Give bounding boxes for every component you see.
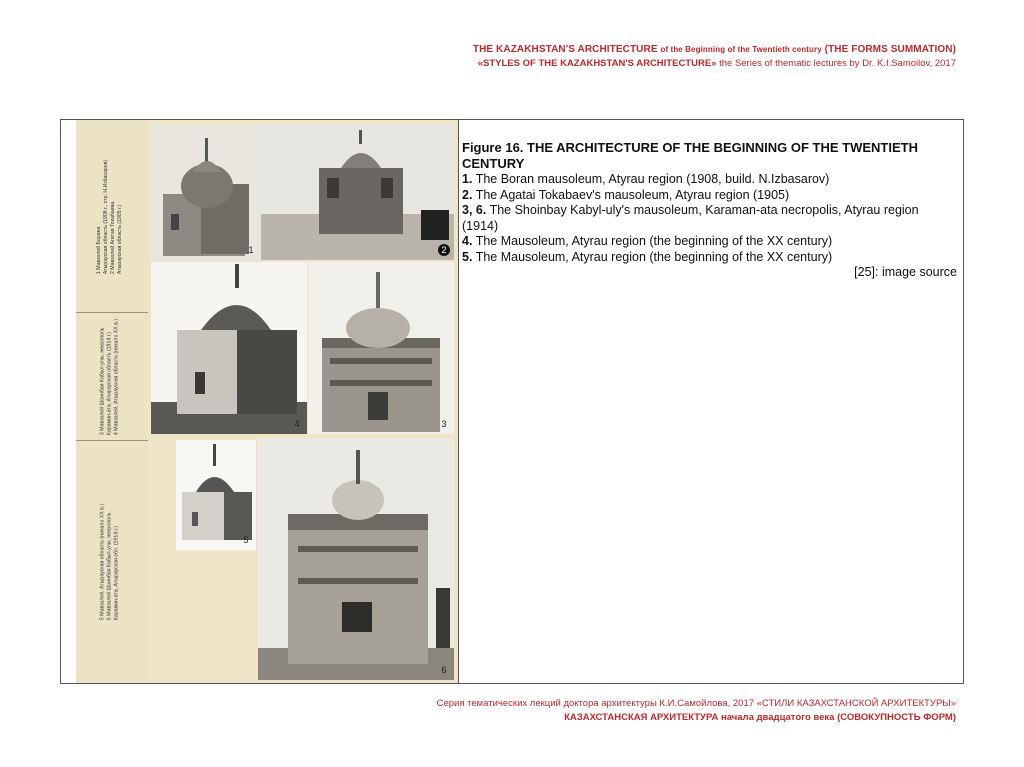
figure-frame bbox=[60, 119, 964, 684]
footer-title-tail: (СОВОКУПНОСТЬ ФОРМ) bbox=[837, 712, 956, 723]
photo-shoinbay-mausoleum-6 bbox=[258, 438, 454, 680]
photo-mausoleum-4 bbox=[151, 262, 307, 434]
photo-number: 3 bbox=[441, 419, 447, 429]
photo-number: 4 bbox=[294, 419, 300, 429]
figure-item: 3, 6. The Shoinbay Kabyl-uly's mausoleum, Karaman-ata necropolis, Atyrau region (1914) bbox=[462, 203, 919, 233]
figure-description bbox=[462, 140, 957, 281]
footer-title bbox=[564, 712, 956, 723]
plate-caption-2: 3 Мавзолей Шоинбая Кабыл-улы, некрополь Караман-ата, Атырауская область (1914 г.) 4 Мавзолей, Атырауская область (начало XX в.) bbox=[99, 318, 120, 436]
figure-item: 5. The Mausoleum, Atyrau region (the beginning of the XX century) bbox=[462, 249, 833, 264]
header-subtitle bbox=[478, 58, 956, 69]
photo-shoinbay-mausoleum-3 bbox=[308, 262, 454, 434]
footer-series: Серия тематических лекций доктора архитектуры К.И.Самойлова, 2017 «СТИЛИ КАЗАХСТАНСКОЙ АРХИТЕКТУРЫ» bbox=[436, 698, 956, 709]
header-title-main: THE KAZAKHSTAN'S ARCHITECTURE bbox=[472, 44, 658, 55]
photo-number: 2 bbox=[438, 244, 450, 256]
header-title-small: of the Beginning of the Twentieth century bbox=[660, 45, 822, 54]
photo-boran-mausoleum bbox=[151, 124, 261, 260]
figure-item: 2. The Agatai Tokabaev's mausoleum, Atyrau region (1905) bbox=[462, 187, 790, 202]
plate-caption-3: 5 Мавзолей, Атырауская область (начало XX в.) 6 Мавзолей Шоинбая Кабыл-улы, некрополь Караман-ата, Атырауская обл. (1914 г.) bbox=[99, 503, 120, 621]
caption-divider bbox=[76, 440, 148, 441]
figure-item: 1. The Boran mausoleum, Atyrau region (1908, build. N.Izbasarov) bbox=[462, 172, 830, 186]
footer-title-mid: начала двадцатого века bbox=[720, 712, 835, 723]
photo-agatai-mausoleum bbox=[261, 124, 454, 260]
footer-title-main: КАЗАХСТАНСКАЯ АРХИТЕКТУРА bbox=[564, 712, 719, 723]
photo-plate bbox=[76, 120, 459, 683]
photo-number: 6 bbox=[441, 665, 447, 675]
header-title bbox=[473, 44, 956, 55]
caption-divider bbox=[76, 312, 148, 313]
photo-mausoleum-5 bbox=[176, 440, 256, 550]
figure-title: Figure 16. THE ARCHITECTURE OF THE BEGINNING OF THE TWENTIETH CENTURY bbox=[462, 140, 918, 171]
photo-number: 5 bbox=[243, 535, 249, 545]
caption-strip bbox=[76, 120, 148, 683]
header-series-name: «STYLES OF THE KAZAKHSTAN'S ARCHITECTURE» bbox=[477, 58, 717, 69]
header-series-rest: the Series of thematic lectures by Dr. K.I.Samoilov, 2017 bbox=[719, 58, 956, 69]
image-source-note: [25]: image source bbox=[854, 265, 957, 279]
plate-caption-1: 1 Мавзолей Борана Атырауская область (1908 г., стр. Н.Избасаров) 2 Мавзолей Агатая Токабаева. Атырауская область (1905 г.) bbox=[96, 159, 123, 275]
header-title-tail: (THE FORMS SUMMATION) bbox=[824, 44, 956, 55]
figure-item: 4. The Mausoleum, Atyrau region (the beginning of the XX century) bbox=[462, 234, 833, 248]
photo-number: 1 bbox=[248, 245, 254, 255]
